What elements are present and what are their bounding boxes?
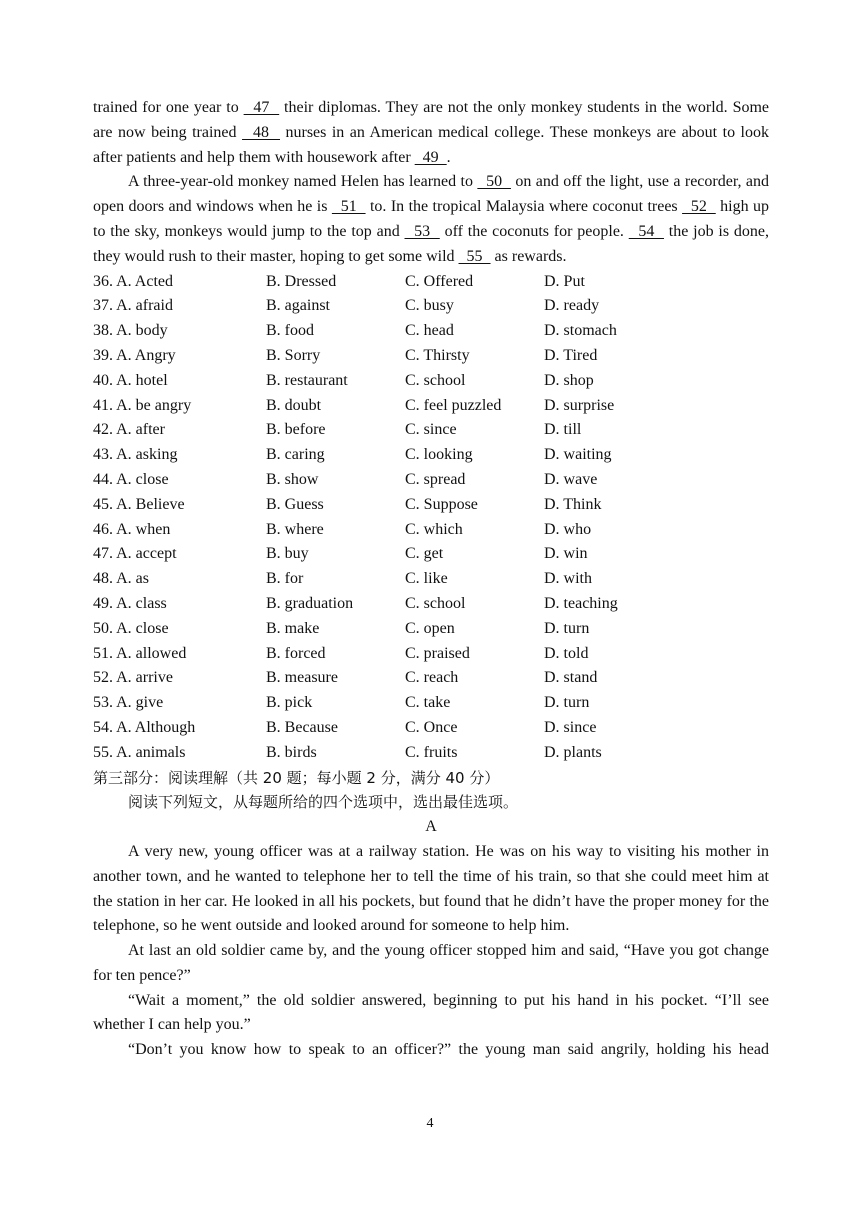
option-choice-a: 54. A. Although [93,718,196,736]
option-choice-b: B. against [266,297,330,315]
option-row [93,716,769,741]
blank-47: 47 [243,99,280,116]
option-choice-d: D. plants [544,743,602,761]
option-choice-d: D. Think [544,495,602,513]
option-choice-c: C. praised [405,644,470,662]
option-choice-d: D. surprise [544,396,615,414]
option-choice-c: C. reach [405,669,459,687]
option-choice-b: B. birds [266,743,317,761]
option-choice-d: D. shop [544,371,594,389]
option-row [93,617,769,642]
option-row [93,319,769,344]
text-segment: . [446,148,451,166]
option-choice-c: C. feel puzzled [405,396,502,414]
option-choice-d: D. wave [544,470,598,488]
option-choice-a: 43. A. asking [93,446,178,464]
blank-54: 54 [628,222,664,240]
option-choice-d: D. till [544,421,582,439]
option-choice-a: 52. A. arrive [93,669,173,687]
option-choice-a: 51. A. allowed [93,644,187,662]
text-segment: on and off the light, use a recorder, and open doors and windows when he is [93,173,770,216]
option-choice-a: 36. A. Acted [93,272,173,290]
option-row [93,270,769,295]
option-choice-c: C. get [405,545,444,563]
text-segment: their diplomas. They are not the only monkey students in the world. Some are now being trained [93,99,770,141]
passage-paragraph-2 [93,170,769,269]
option-choice-b: B. Dressed [266,272,337,290]
passage-letter: A [425,818,437,836]
option-choice-c: C. looking [405,446,473,464]
option-choice-d: D. with [544,570,592,588]
option-choice-d: D. Tired [544,346,598,364]
option-choice-a: 42. A. after [93,421,165,439]
option-row [93,691,769,716]
option-choice-b: B. Sorry [266,346,321,364]
option-row [93,344,769,369]
option-choice-a: 39. A. Angry [93,346,176,364]
option-row [93,741,769,766]
option-choice-d: D. Put [544,272,585,290]
reading-paragraph: “Wait a moment,” the old soldier answered, beginning to put his hand in his pocket. “I’ll see whether I can help you.” [93,991,769,1034]
document-page [93,96,769,1063]
option-row [93,666,769,691]
text-segment: as rewards. [490,247,567,265]
text-segment: off the coconuts for people. [439,222,629,240]
option-row [93,642,769,667]
option-choice-a: 47. A. accept [93,545,177,563]
reading-paragraph: A very new, young officer was at a railway station. He was on his way to visiting his mother in another town, and he wanted to telephone her to tell the time of his train, so that she could meet him at the station in her car. He looked in all his pockets, but found that he didn’t have the proper money for the telephone, so he went outside and looked around for someone to help him. [93,842,769,935]
reading-paragraph: “Don’t you know how to speak to an officer?” the young man said angrily, holding his head [128,1041,769,1059]
passage-paragraph-1 [93,96,769,170]
option-row [93,394,769,419]
option-row [93,542,769,567]
option-choice-c: C. school [405,371,466,389]
option-choice-d: D. since [544,718,597,736]
option-choice-d: D. told [544,644,589,662]
option-choice-d: D. stomach [544,322,617,340]
option-choice-b: B. pick [266,694,313,712]
option-choice-a: 46. A. when [93,520,171,538]
option-row [93,493,769,518]
option-choice-a: 49. A. class [93,594,167,612]
option-choice-b: B. graduation [266,594,354,612]
option-choice-c: C. Suppose [405,495,478,513]
blank-51: 51 [331,198,366,216]
option-choice-b: B. Guess [266,495,324,513]
option-choice-d: D. turn [544,619,590,637]
option-row [93,443,769,468]
option-choice-c: C. Offered [405,272,474,290]
option-choice-a: 41. A. be angry [93,396,192,414]
option-choice-c: C. school [405,594,466,612]
option-choice-c: C. Thirsty [405,346,470,364]
option-choice-b: B. make [266,619,320,637]
text-segment: high up to the sky, monkeys would jump to the top and [93,198,770,240]
option-choice-d: D. who [544,520,592,538]
option-choice-c: C. fruits [405,743,458,761]
text-segment: nurses in an American medical college. These monkeys are about to look after patients and help them with housework after [93,123,770,166]
option-choice-d: D. waiting [544,446,612,464]
option-choice-b: B. where [266,520,324,538]
option-choice-b: B. food [266,322,314,340]
option-choice-a: 44. A. close [93,470,169,488]
option-choice-b: B. buy [266,545,309,563]
option-choice-b: B. before [266,421,326,439]
section-instruction: 阅读下列短文，从每题所给的四个选项中，选出最佳选项。 [128,793,519,812]
blank-52: 52 [682,198,716,216]
option-choice-a: 45. A. Believe [93,495,185,513]
option-choice-b: B. for [266,570,304,588]
option-choice-a: 55. A. animals [93,743,186,761]
blank-53: 53 [404,222,440,240]
option-choice-b: B. doubt [266,396,322,414]
text-segment: the job is done, they would rush to their master, hoping to get some wild [93,222,769,265]
option-row [93,418,769,443]
blank-50: 50 [477,173,511,191]
option-row [93,592,769,617]
option-choice-c: C. since [405,421,457,439]
option-choice-b: B. Because [266,718,338,736]
option-choice-c: C. like [405,570,448,588]
option-row [93,369,769,394]
text-segment: A three-year-old monkey named Helen has learned to [128,173,478,191]
reading-paragraph: At last an old soldier came by, and the young officer stopped him and said, “Have you got change for ten pence?” [93,942,769,984]
option-choice-c: C. Once [405,718,458,736]
option-choice-d: D. stand [544,669,598,687]
option-choice-d: D. teaching [544,594,618,612]
option-choice-a: 38. A. body [93,322,168,340]
option-choice-c: C. which [405,520,463,538]
option-choice-b: B. restaurant [266,371,348,389]
option-choice-a: 48. A. as [93,570,149,588]
text-segment: to. In the tropical Malaysia where coconut trees [365,198,683,216]
option-choice-d: D. turn [544,694,590,712]
option-choice-b: B. forced [266,644,326,662]
blank-55: 55 [458,247,491,265]
option-choice-d: D. ready [544,297,600,315]
text-segment: trained for one year to [93,99,244,116]
option-row [93,294,769,319]
options-list [93,270,769,766]
option-choice-a: 40. A. hotel [93,371,168,389]
section-heading: 第三部分：阅读理解（共 20 题；每小题 2 分，满分 40 分） [93,768,500,787]
option-choice-a: 50. A. close [93,619,169,637]
option-choice-a: 37. A. afraid [93,297,173,315]
option-choice-a: 53. A. give [93,694,164,712]
blank-48: 48 [242,123,280,141]
option-row [93,468,769,493]
option-choice-c: C. head [405,322,454,340]
option-row [93,518,769,543]
option-choice-b: B. show [266,470,319,488]
page-number: 4 [426,1116,434,1131]
option-choice-c: C. spread [405,470,466,488]
blank-49: 49 [414,148,447,166]
option-choice-b: B. measure [266,669,338,687]
option-row [93,567,769,592]
option-choice-d: D. win [544,545,588,563]
option-choice-c: C. open [405,619,455,637]
option-choice-c: C. take [405,694,451,712]
option-choice-b: B. caring [266,446,325,464]
option-choice-c: C. busy [405,297,454,315]
